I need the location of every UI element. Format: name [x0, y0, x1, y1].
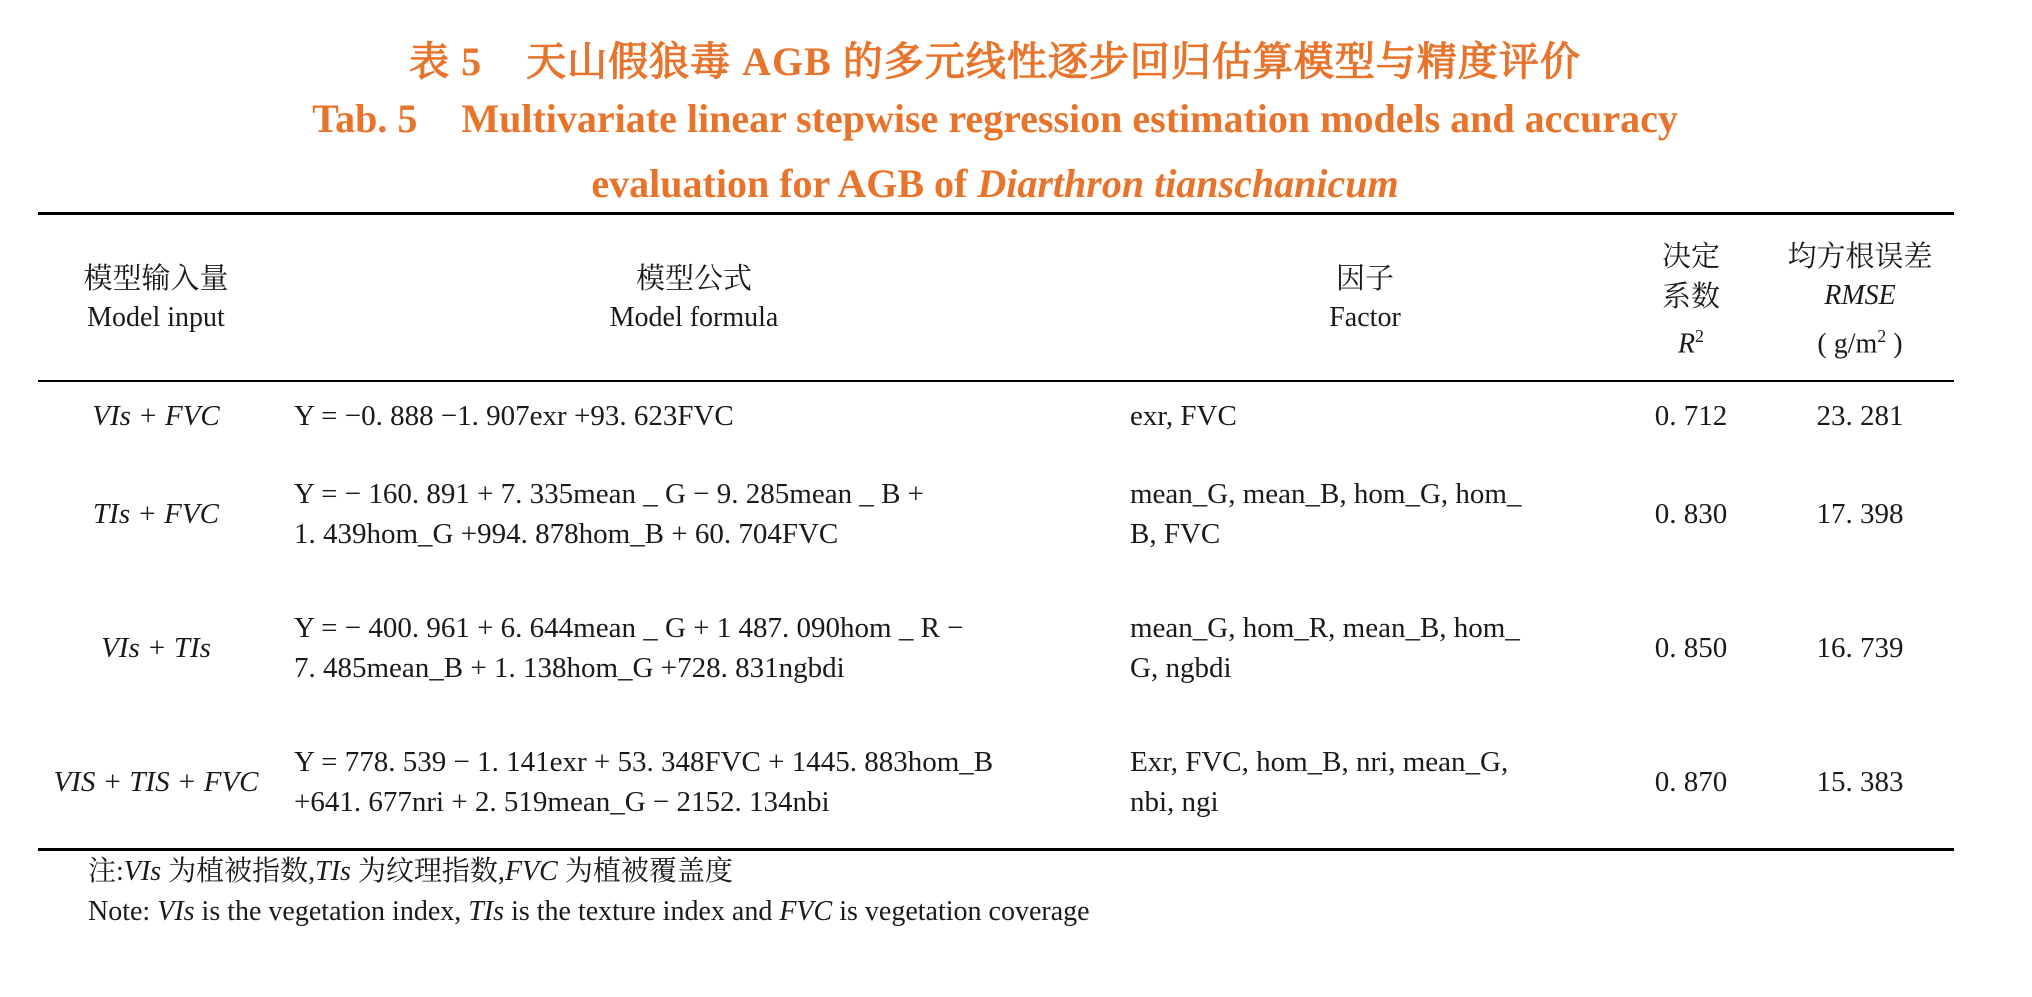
note-en: Note: VIs is the vegetation index, TIs is the texture index and FVC is vegetation coverage: [88, 896, 1090, 927]
title-en-text: Multivariate linear stepwise regression estimation models and accuracy: [461, 96, 1678, 141]
header-model-input: [38, 258, 274, 338]
row1-factor: exr, FVC: [1130, 400, 1237, 432]
row4-factor: Exr, FVC, hom_B, nri, mean_G, nbi, ngi: [1130, 746, 1509, 818]
header-input-en: Model input: [87, 302, 225, 333]
row2-formula: Y = − 160. 891 + 7. 335mean _ G − 9. 285mean _ B + 1. 439hom_G +994. 878hom_B + 60. 704FVC: [294, 478, 925, 550]
title-en-line1: [0, 95, 1990, 142]
top-rule: [38, 212, 1954, 215]
title-zh: [0, 30, 1990, 87]
row2-input: TIs + FVC: [93, 498, 219, 530]
row2-rmse: 17. 398: [1816, 498, 1904, 530]
title-zh-label: 表 5: [409, 39, 483, 84]
header-rmse-zh: 均方根误差: [1787, 239, 1933, 273]
header-factor-zh: 因子: [1335, 261, 1394, 295]
row3-factor: mean_G, hom_R, mean_B, hom_ G, ngbdi: [1130, 612, 1520, 684]
header-formula-en: Model formula: [609, 302, 779, 333]
row3-input: VIs + TIs: [101, 632, 211, 664]
row1-rmse: 23. 281: [1816, 400, 1904, 432]
row3-formula: Y = − 400. 961 + 6. 644mean _ G + 1 487. 090hom _ R − 7. 485mean_B + 1. 138hom_G +728. 831ngbdi: [294, 612, 964, 684]
title-en-species: Diarthron tianschanicum: [977, 161, 1399, 206]
row1-input: VIs + FVC: [92, 400, 220, 432]
note-zh: 注:VIs 为植被指数,TIs 为纹理指数,FVC 为植被覆盖度: [88, 856, 733, 887]
row1-formula: Y = −0. 888 −1. 907exr +93. 623FVC: [294, 400, 734, 432]
header-input-zh: 模型输入量: [83, 261, 229, 295]
header-rmse-en: RMSE: [1824, 280, 1896, 311]
row2-r2: 0. 830: [1654, 498, 1728, 530]
title-en-label: Tab. 5: [312, 96, 418, 141]
header-r2-zh-1: 决定: [1661, 239, 1720, 273]
header-r2-zh-2: 系数: [1661, 279, 1720, 313]
row4-input: VIS + TIS + FVC: [53, 766, 259, 798]
header-r2-symbol: $R^2$: [1677, 326, 1705, 360]
title-zh-text: 天山假狼毒 AGB 的多元线性逐步回归估算模型与精度评价: [526, 39, 1581, 84]
row3-rmse: 16. 739: [1816, 632, 1904, 664]
header-formula-zh: 模型公式: [635, 261, 752, 295]
row1-r2: 0. 712: [1654, 400, 1728, 432]
header-factor: [1130, 258, 1600, 338]
row4-rmse: 15. 383: [1816, 766, 1904, 798]
header-rmse-unit: ( $g/m^2$ ): [1817, 326, 1903, 360]
title-en-line2: [0, 160, 1990, 207]
header-factor-en: Factor: [1329, 302, 1401, 333]
row4-formula: Y = 778. 539 − 1. 141exr + 53. 348FVC + 1445. 883hom_B +641. 677nri + 2. 519mean_G − 2152. 134nbi: [294, 746, 994, 818]
title-en-line2-plain: evaluation for AGB of: [591, 161, 968, 206]
header-rule: [38, 380, 1954, 382]
header-rmse: [1770, 236, 1950, 364]
row2-factor: mean_G, mean_B, hom_G, hom_ B, FVC: [1130, 478, 1522, 550]
header-r2: [1636, 236, 1746, 364]
bottom-rule: [38, 848, 1954, 851]
row4-r2: 0. 870: [1654, 766, 1728, 798]
row3-r2: 0. 850: [1654, 632, 1728, 664]
header-model-formula: [294, 258, 1094, 338]
